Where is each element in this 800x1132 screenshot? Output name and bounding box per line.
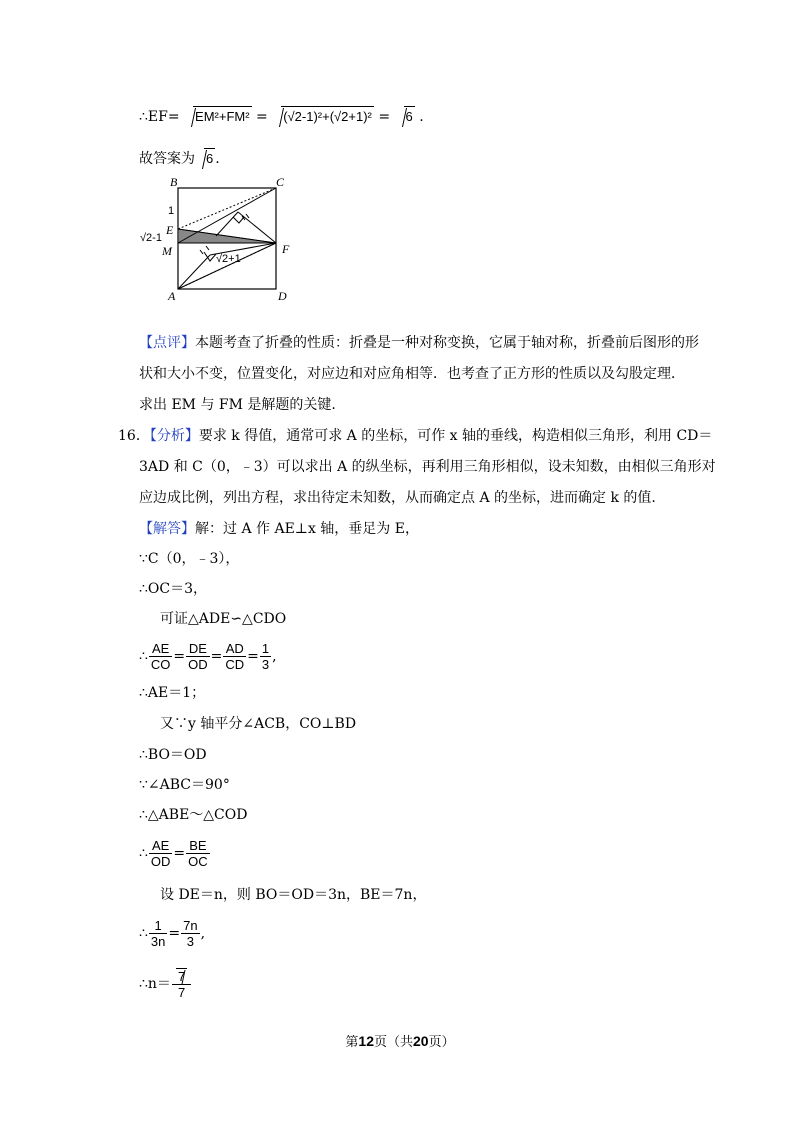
solution-step-2: ∵C（0，﹣3）， <box>139 551 240 567</box>
label-C: C <box>276 175 285 189</box>
label-sqrt2-minus-1: √2-1 <box>140 232 162 244</box>
solution-line-1: 【解答】解：过 A 作 AE⊥x 轴，垂足为 E， <box>139 521 419 537</box>
sqrt-sum: (√2-1)²+(√2+1)² <box>272 106 374 127</box>
comment-line-1: 【点评】本题考查了折叠的性质：折叠是一种对称变换，它属于轴对称，折叠前后图形的形 <box>139 335 699 351</box>
fraction-ae-od: $\frac{AE}{OD}$ <box>150 838 171 869</box>
sqrt-em-fm: EM²+FM² <box>184 106 252 127</box>
comment-line-2: 状和大小不变，位置变化，对应边和对应角相等．也考查了正方形的性质以及勾股定理． <box>139 366 685 382</box>
q16-line-1: 16．【分析】要求 k 得值，通常可求 A 的坐标，可作 x 轴的垂线，构造相似三角形，利用 CD＝ <box>118 428 713 444</box>
solution-step-5: ∴ $\frac{AE}{CO}$ = $\frac{DE}{OD}$ = $\frac{AD}{CD}$ = $\frac{1}{3}$ , <box>139 641 277 672</box>
label-A: A <box>168 289 176 303</box>
page-number: 12 <box>358 1033 374 1049</box>
solution-step-9: ∵∠ABC＝90° <box>139 777 230 793</box>
label-D: D <box>278 289 287 303</box>
page-footer: 第12页（共20页） <box>345 1033 455 1050</box>
line-mc <box>178 188 276 243</box>
ef-equation: ∴EF= EM²+FM² = (√2-1)²+(√2+1)² = 6 . <box>139 106 424 127</box>
solution-tag: 【解答】 <box>139 521 195 537</box>
question-number: 16． <box>118 428 150 444</box>
solution-step-10: ∴△ABE～△COD <box>139 807 248 823</box>
q16-line-3: 应边成比例，列出方程，求出待定未知数，从而确定点 A 的坐标，进而确定 k 的值. <box>139 490 656 506</box>
fraction-be-oc: $\frac{BE}{OC}$ <box>188 838 208 869</box>
answer-line: 故答案为 6 . <box>139 148 220 169</box>
fraction-sqrt7-7: $\frac{7}{7}$ <box>172 968 191 1000</box>
solution-step-11: ∴ $\frac{AE}{OD}$ = $\frac{BE}{OC}$ <box>139 838 208 869</box>
solution-step-14: ∴n＝ $\frac{7}{7}$ <box>139 968 192 1000</box>
right-angle-upper <box>233 217 244 223</box>
label-B: B <box>170 175 178 189</box>
fold-lower2 <box>210 243 276 255</box>
label-sqrt2-plus-1: √2+1 <box>216 253 241 265</box>
q16-line-2: 3AD 和 C（0，﹣3）可以求出 A 的纵坐标，再利用三角形相似，设未知数，由相似三角形对 <box>139 459 716 475</box>
label-E: E <box>166 223 174 237</box>
fold-lower <box>178 255 210 289</box>
solution-step-3: ∴OC＝3， <box>139 581 208 597</box>
fraction-7n-3: $\frac{7n}{3}$ <box>183 918 198 949</box>
sqrt-6: 6 <box>395 106 415 127</box>
fraction-de-od: $\frac{DE}{OD}$ <box>188 641 208 672</box>
sqrt-6-answer: 6 <box>195 148 215 169</box>
label-F: F <box>282 242 290 256</box>
solution-step-8: ∴BO＝OD <box>139 747 207 763</box>
line-ma <box>178 243 276 289</box>
comment-tag: 【点评】 <box>139 335 195 351</box>
analysis-tag: 【分析】 <box>149 428 199 444</box>
solution-step-13: ∴ $\frac{1}{3n}$ = $\frac{7n}{3}$ , <box>139 918 206 949</box>
solution-step-12: 设 DE＝n，则 BO＝OD＝3n，BE＝7n， <box>160 887 427 903</box>
total-pages: 20 <box>413 1033 429 1049</box>
square-fold-figure <box>140 172 300 304</box>
solution-step-6: ∴AE＝1； <box>139 685 206 701</box>
fraction-ae-co: $\frac{AE}{CO}$ <box>150 641 171 672</box>
ef-prefix: ∴EF= <box>139 109 180 125</box>
solution-step-4: 可证△ADE∽△CDO <box>160 611 287 627</box>
comment-line-3: 求出 EM 与 FM 是解题的关键. <box>139 397 336 413</box>
solution-step-7: 又∵y 轴平分∠ACB，CO⊥BD <box>160 716 357 732</box>
fraction-1-3n: $\frac{1}{3n}$ <box>150 918 166 949</box>
fraction-1-3: $\frac{1}{3}$ <box>261 641 270 672</box>
fraction-ad-cd: $\frac{AD}{CD}$ <box>225 641 245 672</box>
dotted-ec <box>178 188 276 229</box>
label-one: 1 <box>168 205 175 217</box>
label-M: M <box>162 244 172 258</box>
